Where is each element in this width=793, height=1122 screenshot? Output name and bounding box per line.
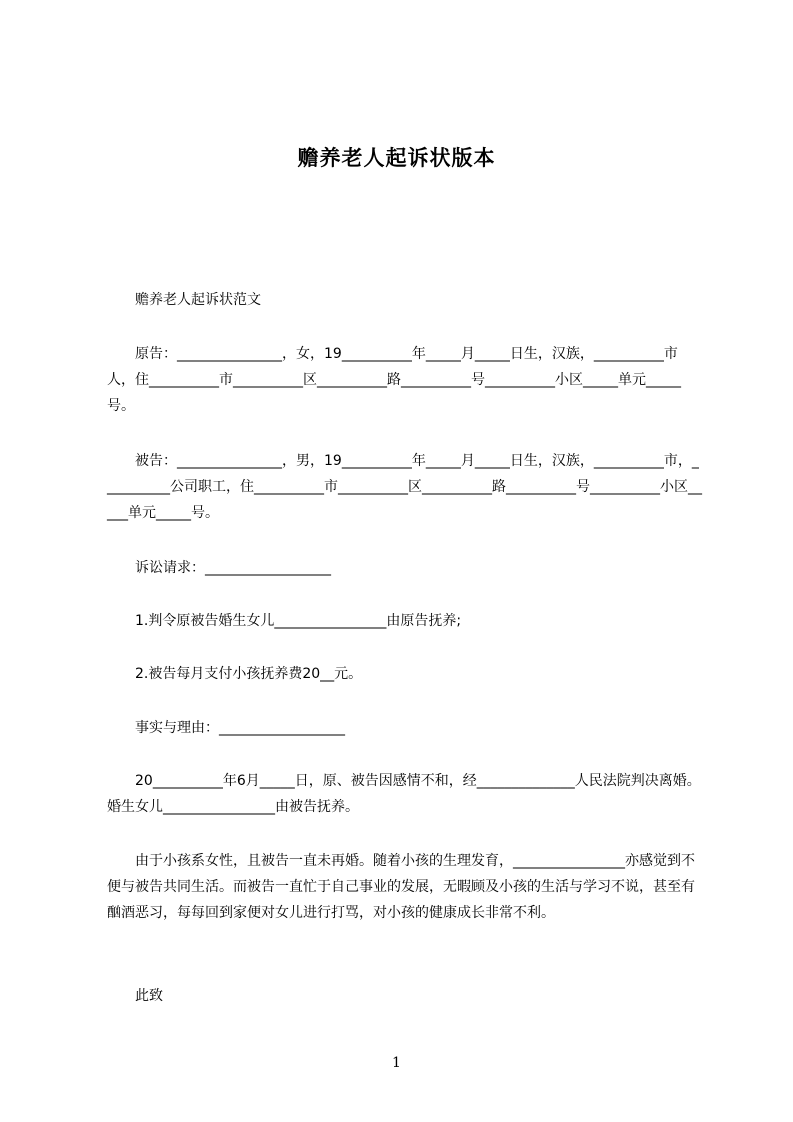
plaintiff-paragraph: 原告：_______________，女，19__________年_____月_____日生，汉族，__________市人，住__________市__________区__________路__________号__________小区_____单元_____号。 bbox=[107, 346, 681, 414]
claims-heading: 诉讼请求：__________________ bbox=[107, 560, 331, 576]
facts-paragraph-1: 20__________年6月_____日，原、被告因感情不和，经______________人民法院判决离婚。婚生女儿________________由被告抚养。 bbox=[107, 773, 701, 815]
claim-item-1: 1.判令原被告婚生女儿________________由原告抚养; bbox=[107, 613, 462, 629]
document-title: 赡养老人起诉状版本 bbox=[297, 146, 496, 170]
facts-heading: 事实与理由：__________________ bbox=[107, 720, 345, 736]
defendant-paragraph: 被告：_______________，男，19__________年_____月_____日生，汉族，__________市，__________公司职工，住__________市__________区__________路__________号__________小区_____单元_____号。 bbox=[107, 453, 702, 521]
closing-text: 此致 bbox=[107, 988, 163, 1004]
page-number: 1 bbox=[392, 1055, 401, 1071]
facts-paragraph-2: 由于小孩系女性，且被告一直未再婚。随着小孩的生理发育，________________亦感觉到不便与被告共同生活。而被告一直忙于自己事业的发展，无暇顾及小孩的生活与学习不说，甚至有酗酒恶习，每每回到家便对女儿进行打骂，对小孩的健康成长非常不利。 bbox=[107, 853, 695, 921]
document-subtitle: 赡养老人起诉状范文 bbox=[107, 292, 261, 308]
claim-item-2: 2.被告每月支付小孩抚养费20__元。 bbox=[107, 666, 363, 682]
